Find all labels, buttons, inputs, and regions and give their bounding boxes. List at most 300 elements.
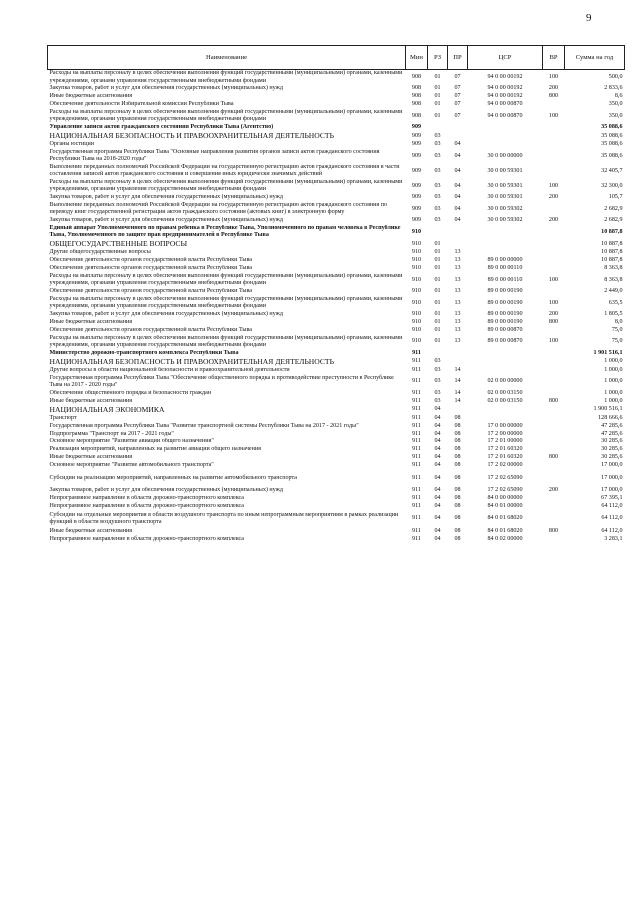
row-min: 911 <box>412 502 421 509</box>
row-rz: 01 <box>434 299 441 306</box>
row-vr <box>543 288 565 296</box>
row-name: Управление записи актов гражданского состояния Республики Тыва (Агентство) <box>49 124 274 131</box>
row-name: Непрограммное направление в области дорожно-транспортного комплекса <box>49 494 245 501</box>
row-name: НАЦИОНАЛЬНАЯ ЭКОНОМИКА <box>49 405 165 414</box>
table-row <box>48 462 625 470</box>
row-rz: 03 <box>434 167 441 174</box>
row-name: Иные бюджетные ассигнования <box>49 454 133 461</box>
row-vr: 100 <box>548 73 559 80</box>
row-name: Субсидии на отдельные мероприятия в области воздушного транспорта по иным непрограммным мероприятиям в рамках реализации функций в области воздушного транспорта <box>49 511 399 525</box>
row-vr <box>543 141 565 149</box>
row-sum: 32 405,7 <box>601 167 623 174</box>
row-pr: 07 <box>454 101 461 108</box>
row-sum: 1 000,0 <box>604 366 623 373</box>
row-name: Обеспечение деятельности органов государственной власти Республики Тыва <box>49 265 252 272</box>
row-name: Обеспечение деятельности органов государственной власти Республики Тыва <box>49 326 252 333</box>
table-row <box>48 374 625 389</box>
row-sum: 75,0 <box>611 326 623 333</box>
row-min: 910 <box>411 299 422 306</box>
row-name: Закупка товаров, работ и услуг для обеспечения государственных (муниципальных) нужд <box>49 217 283 224</box>
row-rz: 01 <box>434 73 441 80</box>
row-pr <box>448 240 468 249</box>
row-pr: 13 <box>454 326 461 333</box>
row-min: 911 <box>412 349 421 356</box>
table-row <box>48 414 625 422</box>
row-vr <box>543 414 565 422</box>
header-rz: РЗ <box>428 46 448 70</box>
row-vr: 800 <box>548 527 559 534</box>
row-vr <box>543 405 565 414</box>
row-min: 910 <box>411 240 422 247</box>
row-pr: 13 <box>454 311 461 318</box>
row-min: 910 <box>411 319 422 326</box>
row-pr: 04 <box>454 194 461 201</box>
row-rz: 01 <box>434 249 441 256</box>
row-name: Иные бюджетные ассигнования <box>49 397 133 404</box>
row-vr: 200 <box>548 311 559 318</box>
row-sum: 17 000,0 <box>601 462 623 469</box>
row-sum: 3 283,1 <box>604 535 623 542</box>
row-csr: 94 0 00 00192 <box>487 85 523 92</box>
row-pr <box>448 225 468 240</box>
row-pr: 04 <box>454 152 461 159</box>
row-name: Иные бюджетные ассигнования <box>49 93 133 100</box>
row-sum: 350,0 <box>608 101 623 108</box>
header-csr: ЦСР <box>468 46 543 70</box>
table-row <box>48 535 625 543</box>
row-rz: 01 <box>434 240 441 247</box>
row-name: Другие общегосударственные вопросы <box>49 249 151 256</box>
row-min: 911 <box>412 494 421 501</box>
table-row <box>48 527 625 535</box>
row-min: 911 <box>412 358 421 365</box>
row-csr: 94 0 00 00870 <box>487 101 523 108</box>
row-name: Непрограммное направление в области дорожно-транспортного комплекса <box>49 535 245 542</box>
row-name: Расходы на выплаты персоналу в целях обеспечения выполнения функций государственными (муниципальными) органами, казенными учреждениями, органами управления государственными внебюджетными фондами <box>49 273 403 287</box>
row-min: 910 <box>411 338 422 345</box>
row-csr: 30 0 00 59302 <box>487 205 523 212</box>
row-pr: 08 <box>454 462 461 469</box>
row-sum: 8 363,8 <box>604 276 623 283</box>
row-csr: 17 2 02 00000 <box>487 462 523 469</box>
row-csr: 17 2 02 65090 <box>487 487 523 494</box>
row-min: 911 <box>412 389 421 396</box>
row-min: 910 <box>411 249 422 256</box>
row-vr <box>543 240 565 249</box>
row-pr: 08 <box>454 474 461 481</box>
row-min: 910 <box>411 326 422 333</box>
row-sum: 35 088,6 <box>601 132 623 139</box>
row-min: 910 <box>411 265 422 272</box>
row-vr: 200 <box>548 487 559 494</box>
table-row <box>48 149 625 164</box>
row-min: 911 <box>412 474 421 481</box>
row-name: Единый аппарат Уполномоченного по правам ребенка в Республике Тыва, Уполномоченного по правам человека в Республике Тыва, Уполномоченного по защите прав предпринимателей в Республике Тыва <box>49 225 401 239</box>
table-row <box>48 438 625 446</box>
row-vr <box>543 367 565 375</box>
row-rz: 03 <box>434 397 441 404</box>
row-vr <box>543 470 565 487</box>
row-pr: 13 <box>454 265 461 272</box>
row-rz: 01 <box>434 319 441 326</box>
row-pr: 07 <box>454 85 461 92</box>
row-csr: 89 0 00 00000 <box>487 257 523 264</box>
row-name: ОБЩЕГОСУДАРСТВЕННЫЕ ВОПРОСЫ <box>49 239 188 249</box>
row-csr: 89 0 00 00870 <box>487 326 523 333</box>
row-rz: 04 <box>434 494 441 501</box>
row-pr: 13 <box>454 288 461 295</box>
row-sum: 30 285,6 <box>601 438 623 445</box>
table-row <box>48 101 625 109</box>
row-name: Иные бюджетные ассигнования <box>49 319 133 326</box>
row-vr <box>543 357 565 366</box>
row-pr: 08 <box>454 502 461 509</box>
row-pr: 08 <box>454 446 461 453</box>
row-name: Закупка товаров, работ и услуг для обеспечения государственных (муниципальных) нужд <box>49 194 283 201</box>
row-vr <box>543 265 565 273</box>
row-min: 908 <box>411 73 422 80</box>
row-csr: 89 0 00 00190 <box>487 288 523 295</box>
row-vr <box>543 374 565 389</box>
row-vr: 100 <box>548 276 559 283</box>
row-min: 911 <box>412 430 421 437</box>
row-csr: 30 0 00 00000 <box>487 152 523 159</box>
row-vr <box>543 124 565 132</box>
row-rz: 04 <box>434 502 441 509</box>
row-vr <box>543 390 565 398</box>
row-name: Расходы на выплаты персоналу в целях обеспечения выполнения функций государственными (муниципальными) органами, казенными учреждениями, органами управления государственными внебюджетными фондами <box>49 179 403 193</box>
row-vr <box>543 438 565 446</box>
row-vr <box>543 462 565 470</box>
row-sum: 1 901 516,1 <box>593 349 623 356</box>
row-sum: 64 112,0 <box>601 527 623 534</box>
row-pr: 13 <box>454 338 461 345</box>
row-vr <box>543 350 565 358</box>
table-row <box>48 288 625 296</box>
row-rz: 01 <box>434 257 441 264</box>
row-rz: 03 <box>434 378 441 385</box>
row-sum: 2 682,9 <box>604 205 623 212</box>
row-csr: 89 0 00 00870 <box>487 338 523 345</box>
row-csr: 89 0 00 00110 <box>487 265 523 272</box>
row-csr: 17 2 01 60320 <box>487 454 523 461</box>
row-sum: 8,0 <box>614 319 623 326</box>
row-rz: 01 <box>434 93 441 100</box>
row-csr: 02 0 00 03150 <box>487 389 523 396</box>
row-rz: 04 <box>434 527 441 534</box>
row-pr: 13 <box>454 276 461 283</box>
table-row <box>48 179 625 194</box>
row-sum: 128 666,6 <box>598 414 623 421</box>
row-rz: 01 <box>434 338 441 345</box>
row-rz: 04 <box>434 474 441 481</box>
row-rz: 03 <box>434 152 441 159</box>
row-vr <box>543 535 565 543</box>
row-rz: 04 <box>434 422 441 429</box>
row-sum: 47 285,6 <box>601 430 623 437</box>
row-min: 910 <box>411 276 422 283</box>
row-name: Органы юстиции <box>49 141 94 148</box>
table-row <box>48 350 625 358</box>
header-min: Мин <box>406 46 428 70</box>
row-pr <box>448 132 468 141</box>
table-row <box>48 141 625 149</box>
row-csr: 89 0 00 00190 <box>487 319 523 326</box>
row-sum: 35 088,6 <box>601 141 623 148</box>
row-sum: 105,7 <box>608 194 623 201</box>
row-name: Реализация мероприятий, направленных на развитие авиации общего назначения <box>49 446 261 453</box>
row-csr: 30 0 00 59301 <box>487 194 523 201</box>
row-csr <box>468 225 543 240</box>
row-rz: 03 <box>434 217 441 224</box>
row-csr: 84 0 01 68020 <box>487 527 523 534</box>
row-rz: 01 <box>434 311 441 318</box>
row-min: 911 <box>412 366 421 373</box>
row-vr <box>543 202 565 217</box>
row-pr: 08 <box>454 535 461 542</box>
header-vr: ВР <box>543 46 565 70</box>
row-min: 911 <box>412 422 421 429</box>
row-pr: 08 <box>454 414 461 421</box>
row-sum: 2 682,9 <box>604 217 623 224</box>
row-sum: 64 112,0 <box>601 502 623 509</box>
table-row <box>48 225 625 240</box>
row-min: 910 <box>411 288 422 295</box>
row-min: 911 <box>412 487 421 494</box>
row-name: Закупка товаров, работ и услуг для обеспечения государственных (муниципальных) нужд <box>49 487 283 494</box>
header-sum: Сумма на год <box>565 46 625 70</box>
table-row <box>48 397 625 405</box>
row-min: 911 <box>412 535 421 542</box>
row-sum: 30 285,6 <box>601 454 623 461</box>
row-pr: 14 <box>454 378 461 385</box>
row-pr: 08 <box>454 487 461 494</box>
table-row <box>48 164 625 179</box>
row-sum: 47 285,6 <box>601 422 623 429</box>
row-vr: 800 <box>548 397 559 404</box>
row-vr: 800 <box>548 454 559 461</box>
row-sum: 1 805,5 <box>604 311 623 318</box>
row-name: Закупка товаров, работ и услуг для обеспечения государственных (муниципальных) нужд <box>49 85 283 92</box>
row-vr <box>543 446 565 454</box>
row-csr: 94 0 00 00192 <box>487 73 523 80</box>
row-csr <box>468 350 543 358</box>
row-min: 909 <box>411 217 422 224</box>
row-name: Субсидии на реализацию мероприятий, направленных на развитие автомобильного транспорта <box>49 474 297 481</box>
row-name: Расходы на выплаты персоналу в целях обеспечения выполнения функций государственными (муниципальными) органами, казенными учреждениями, органами управления государственными внебюджетными фондами <box>49 70 403 84</box>
row-min: 910 <box>411 311 422 318</box>
row-vr: 200 <box>548 194 559 201</box>
row-min: 911 <box>412 454 421 461</box>
row-rz: 04 <box>434 462 441 469</box>
row-min: 911 <box>412 397 421 404</box>
row-min: 908 <box>411 85 422 92</box>
table-row <box>48 296 625 311</box>
row-name: Обеспечение деятельности Избирательной комиссии Республики Тыва <box>49 101 234 108</box>
row-name: Расходы на выплаты персоналу в целях обеспечения выполнения функций государственными (муниципальными) органами, казенными учреждениями, органами управления государственными внебюджетными фондами <box>49 109 403 123</box>
row-min: 909 <box>411 132 422 139</box>
row-vr <box>543 502 565 510</box>
row-vr <box>543 327 565 335</box>
row-csr: 17 0 00 00000 <box>487 422 523 429</box>
row-pr: 07 <box>454 93 461 100</box>
row-rz: 04 <box>434 406 441 413</box>
row-name: Подпрограмма "Транспорт на 2017 - 2021 годы" <box>49 430 174 437</box>
row-sum: 2 449,0 <box>604 288 623 295</box>
row-csr <box>468 132 543 141</box>
row-sum: 67 395,1 <box>601 494 623 501</box>
row-pr: 04 <box>454 167 461 174</box>
row-pr: 08 <box>454 422 461 429</box>
row-name: Государственная программа Республики Тыва "Обеспечение общественного порядка и противодействие преступности в Республике Тыва на 2017 - 2020 годы" <box>49 374 394 389</box>
table-row <box>48 405 625 414</box>
row-pr: 04 <box>454 182 461 189</box>
row-min: 911 <box>412 438 421 445</box>
row-name: Иные бюджетные ассигнования <box>49 527 133 534</box>
row-csr: 02 0 00 00000 <box>487 378 523 385</box>
row-sum: 2 833,6 <box>604 85 623 92</box>
row-sum: 10 887,8 <box>601 249 623 256</box>
row-vr: 100 <box>548 112 559 119</box>
row-rz: 04 <box>434 446 441 453</box>
row-min: 908 <box>411 93 422 100</box>
row-name: Закупка товаров, работ и услуг для обеспечения государственных (муниципальных) нужд <box>49 311 283 318</box>
header-pr: ПР <box>448 46 468 70</box>
row-rz: 01 <box>434 326 441 333</box>
row-pr <box>448 350 468 358</box>
row-vr: 200 <box>548 85 559 92</box>
row-sum: 1 000,0 <box>604 358 623 365</box>
row-pr: 08 <box>454 515 461 522</box>
page-number: 9 <box>586 12 592 24</box>
row-pr: 14 <box>454 397 461 404</box>
row-pr: 08 <box>454 527 461 534</box>
row-name: Расходы на выплаты персоналу в целях обеспечения выполнения функций государственными (муниципальными) органами, казенными учреждениями, органами управления государственными внебюджетными фондами <box>49 296 403 310</box>
row-name: Основное мероприятие "Развитие авиации общего назначения" <box>49 438 214 445</box>
row-vr <box>543 132 565 141</box>
table-header-row <box>48 46 625 70</box>
row-csr <box>468 367 543 375</box>
row-sum: 75,0 <box>611 338 623 345</box>
row-min: 909 <box>411 205 422 212</box>
row-rz: 04 <box>434 414 441 421</box>
row-sum: 32 300,0 <box>601 182 623 189</box>
row-rz <box>428 124 448 132</box>
row-vr: 100 <box>548 338 559 345</box>
row-sum: 30 285,6 <box>601 446 623 453</box>
row-rz: 03 <box>434 182 441 189</box>
row-csr <box>468 141 543 149</box>
row-sum: 1 900 516,1 <box>593 406 623 413</box>
row-name: Основное мероприятие "Развитие автомобильного транспорта" <box>49 462 214 469</box>
row-name: Государственная программа Республики Тыва "Развитие транспортной системы Республики Тыва на 2017 - 2021 годы" <box>49 422 359 429</box>
row-sum: 635,5 <box>608 299 623 306</box>
row-rz: 01 <box>434 85 441 92</box>
table-row <box>48 367 625 375</box>
row-name: Выполнение переданных полномочий Российской Федерации на государственную регистрацию актов гражданского состояния по переводу книг государственной регистрации актов гражданского состояния (актовых книг) в электронную форму <box>49 202 388 216</box>
row-csr: 89 0 00 00110 <box>487 276 523 283</box>
row-rz: 01 <box>434 276 441 283</box>
row-sum: 350,0 <box>608 112 623 119</box>
row-rz: 04 <box>434 438 441 445</box>
table-body <box>48 70 625 544</box>
row-rz: 01 <box>434 288 441 295</box>
row-vr <box>543 101 565 109</box>
row-min: 911 <box>412 515 421 522</box>
row-pr: 13 <box>454 257 461 264</box>
row-min: 909 <box>411 194 422 201</box>
table-row <box>48 132 625 141</box>
row-min: 911 <box>412 414 421 421</box>
row-csr: 84 0 00 00000 <box>487 494 523 501</box>
table-row <box>48 265 625 273</box>
row-name: Другие вопросы в области национальной безопасности и правоохранительной деятельности <box>49 366 290 373</box>
row-pr: 13 <box>454 299 461 306</box>
row-name: Государственная программа Республики Тыва "Основные направления развития органов записи актов гражданского состояния Республики Тыва на 2018-2020 годы" <box>49 149 380 163</box>
table-row <box>48 93 625 101</box>
table-row <box>48 495 625 503</box>
row-name: Министерство дорожно-транспортного комплекса Республики Тыва <box>49 349 239 356</box>
row-pr: 14 <box>454 366 461 373</box>
row-pr: 08 <box>454 430 461 437</box>
table-row <box>48 335 625 350</box>
row-name: Обеспечение деятельности органов государственной власти Республики Тыва <box>49 288 252 295</box>
table-row <box>48 357 625 366</box>
row-pr: 07 <box>454 73 461 80</box>
row-min: 911 <box>412 446 421 453</box>
row-vr: 200 <box>548 217 559 224</box>
row-vr: 100 <box>548 182 559 189</box>
row-sum: 1 000,0 <box>604 389 623 396</box>
row-pr <box>448 357 468 366</box>
row-csr: 30 0 00 59301 <box>487 167 523 174</box>
row-csr <box>468 124 543 132</box>
row-csr: 30 0 00 59302 <box>487 217 523 224</box>
row-name: НАЦИОНАЛЬНАЯ БЕЗОПАСНОСТЬ И ПРАВООХРАНИТЕЛЬНАЯ ДЕЯТЕЛЬНОСТЬ <box>49 357 334 366</box>
row-sum: 35 088,6 <box>601 124 623 131</box>
row-vr: 800 <box>548 93 559 100</box>
row-vr <box>543 257 565 265</box>
table-row <box>48 70 625 86</box>
row-vr <box>543 149 565 164</box>
row-pr: 14 <box>454 389 461 396</box>
row-rz: 03 <box>434 141 441 148</box>
row-csr: 89 0 00 00190 <box>487 311 523 318</box>
row-vr <box>543 430 565 438</box>
row-vr: 800 <box>548 319 559 326</box>
row-vr <box>543 495 565 503</box>
row-rz: 03 <box>434 366 441 373</box>
row-csr: 17 2 02 65090 <box>487 474 523 481</box>
row-name: Расходы на выплаты персоналу в целях обеспечения выполнения функций государственными (муниципальными) органами, казенными учреждениями, органами управления государственными внебюджетными фондами <box>49 334 403 349</box>
row-rz: 04 <box>434 515 441 522</box>
row-sum: 10 887,8 <box>601 228 623 235</box>
table-row <box>48 446 625 454</box>
row-min: 909 <box>411 167 422 174</box>
row-csr <box>468 357 543 366</box>
table-row <box>48 470 625 487</box>
row-rz <box>428 225 448 240</box>
table-row <box>48 249 625 257</box>
row-sum: 1 000,0 <box>604 397 623 404</box>
table-row <box>48 124 625 132</box>
row-csr: 17 2 01 00000 <box>487 438 523 445</box>
row-csr <box>468 405 543 414</box>
row-csr: 89 0 00 00190 <box>487 299 523 306</box>
table-row <box>48 273 625 288</box>
row-rz: 04 <box>434 535 441 542</box>
table-row <box>48 257 625 265</box>
